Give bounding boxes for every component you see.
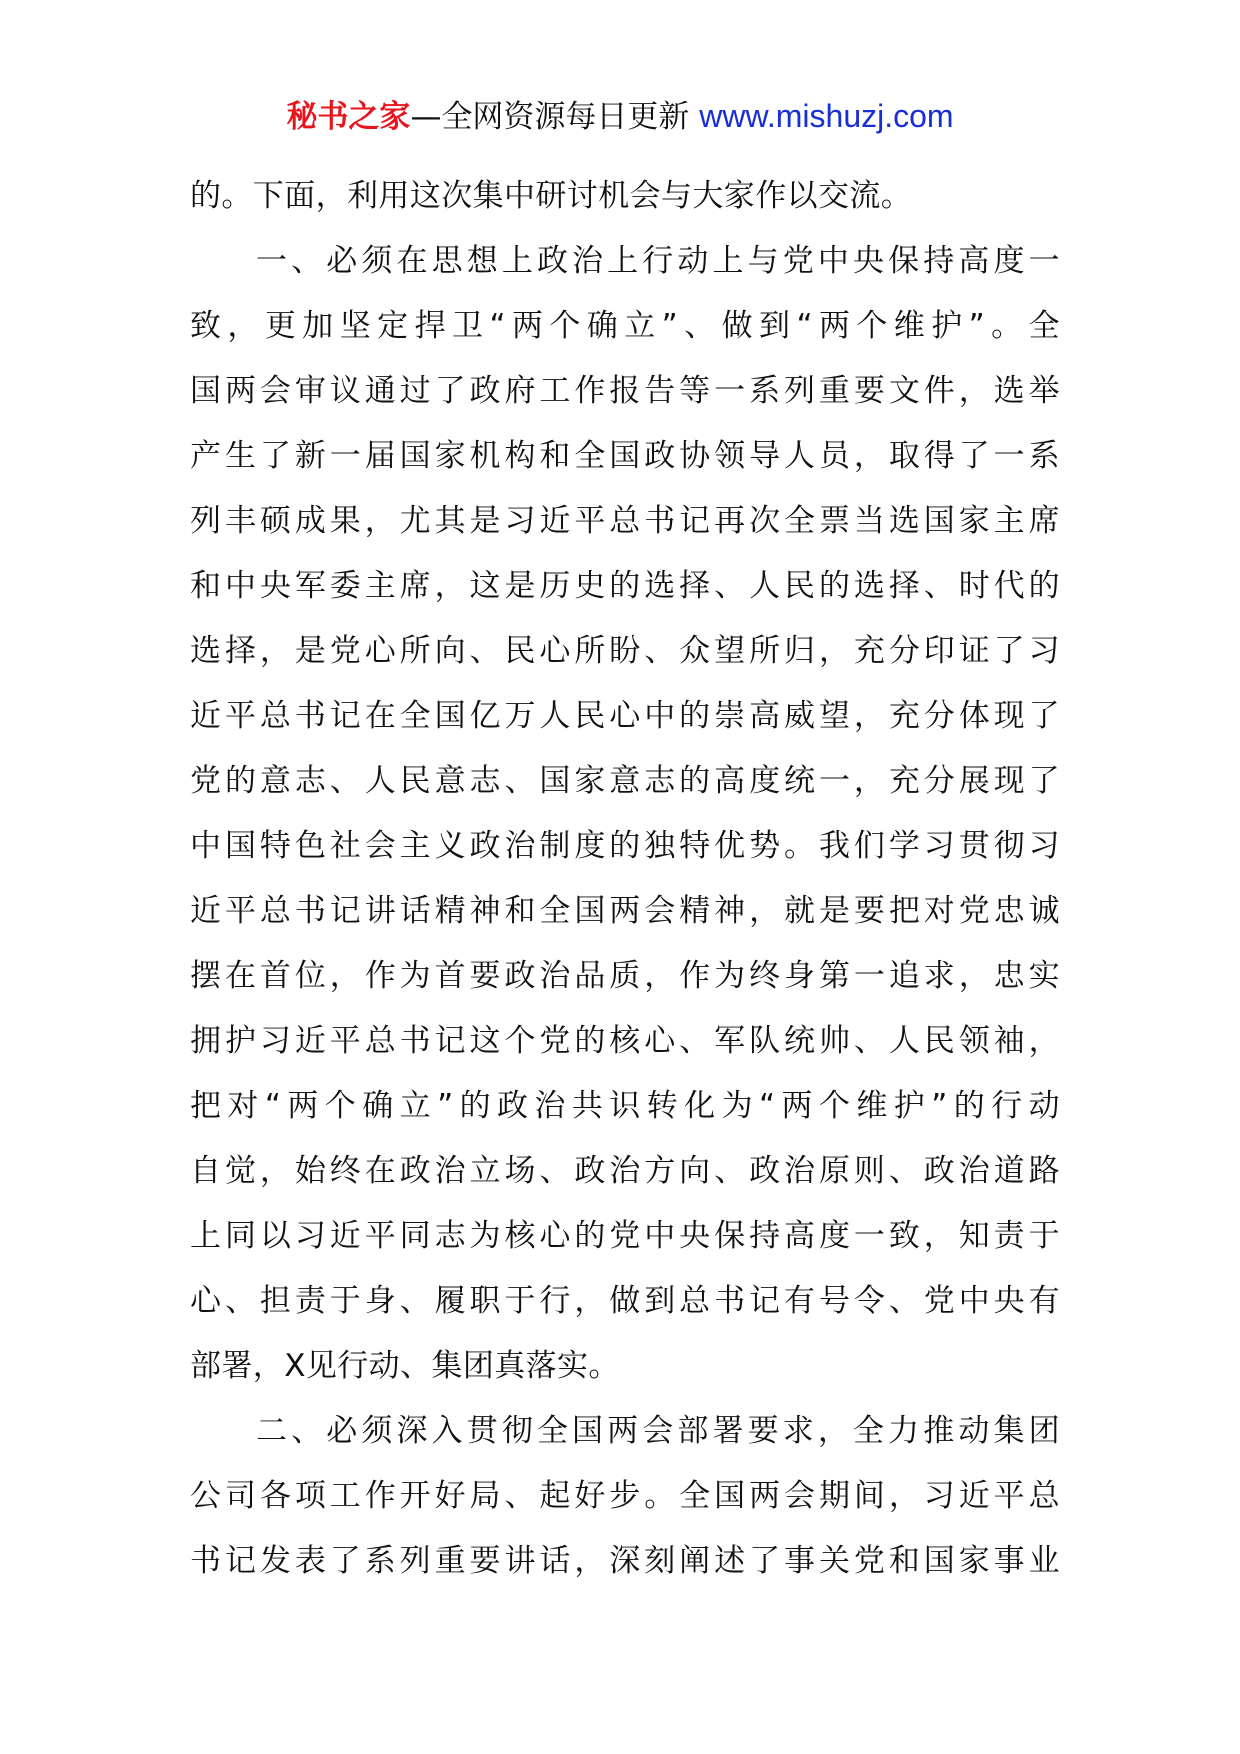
text-line: 中国特色社会主义政治制度的独特优势。我们学习贯彻习: [190, 828, 1060, 864]
text-line: 上同以习近平同志为核心的党中央保持高度一致，知责于: [190, 1218, 1060, 1254]
document-body: [190, 164, 1060, 1594]
text-line: 列丰硕成果，尤其是习近平总书记再次全票当选国家主席: [190, 503, 1060, 539]
text-line: 的。下面，利用这次集中研讨机会与大家作以交流。: [190, 178, 913, 214]
text-line: 党的意志、人民意志、国家意志的高度统一，充分展现了: [190, 763, 1060, 799]
text-line: 公司各项工作开好局、起好步。全国两会期间，习近平总: [190, 1478, 1060, 1514]
text-line: 和中央军委主席，这是历史的选择、人民的选择、时代的: [190, 568, 1060, 604]
text-line: 产生了新一届国家机构和全国政协领导人员，取得了一系: [190, 438, 1060, 474]
section-heading-line: 一、必须在思想上政治上行动上与党中央保持高度一: [256, 243, 1060, 279]
text-line: 心、担责于身、履职于行，做到总书记有号令、党中央有: [190, 1283, 1060, 1319]
text-line: 拥护习近平总书记这个党的核心、军队统帅、人民领袖，: [190, 1023, 1060, 1059]
text-line: 近平总书记在全国亿万人民心中的崇高威望，充分体现了: [190, 698, 1060, 734]
site-header: [0, 96, 1240, 137]
text-line: 国两会审议通过了政府工作报告等一系列重要文件，选举: [190, 373, 1060, 409]
text-line: 致，更加坚定捍卫“两个确立”、做到“两个维护”。全: [190, 308, 1060, 344]
text-line: 近平总书记讲话精神和全国两会精神，就是要把对党忠诚: [190, 893, 1060, 929]
brand-name: 秘书之家: [286, 99, 411, 135]
text-line: 书记发表了系列重要讲话，深刻阐述了事关党和国家事业: [190, 1543, 1060, 1579]
text-line: 摆在首位，作为首要政治品质，作为终身第一追求，忠实: [190, 958, 1060, 994]
text-line: 把对“两个确立”的政治共识转化为“两个维护”的行动: [190, 1088, 1060, 1124]
text-line: 部署，X见行动、集团真落实。: [190, 1348, 620, 1384]
text-line: 选择，是党心所向、民心所盼、众望所归，充分印证了习: [190, 633, 1060, 669]
site-url[interactable]: www.mishuzj.com: [699, 98, 954, 134]
header-tagline: —全网资源每日更新: [410, 99, 690, 135]
text-line: 自觉，始终在政治立场、政治方向、政治原则、政治道路: [190, 1153, 1060, 1189]
section-heading-line: 二、必须深入贯彻全国两会部署要求，全力推动集团: [256, 1413, 1060, 1449]
